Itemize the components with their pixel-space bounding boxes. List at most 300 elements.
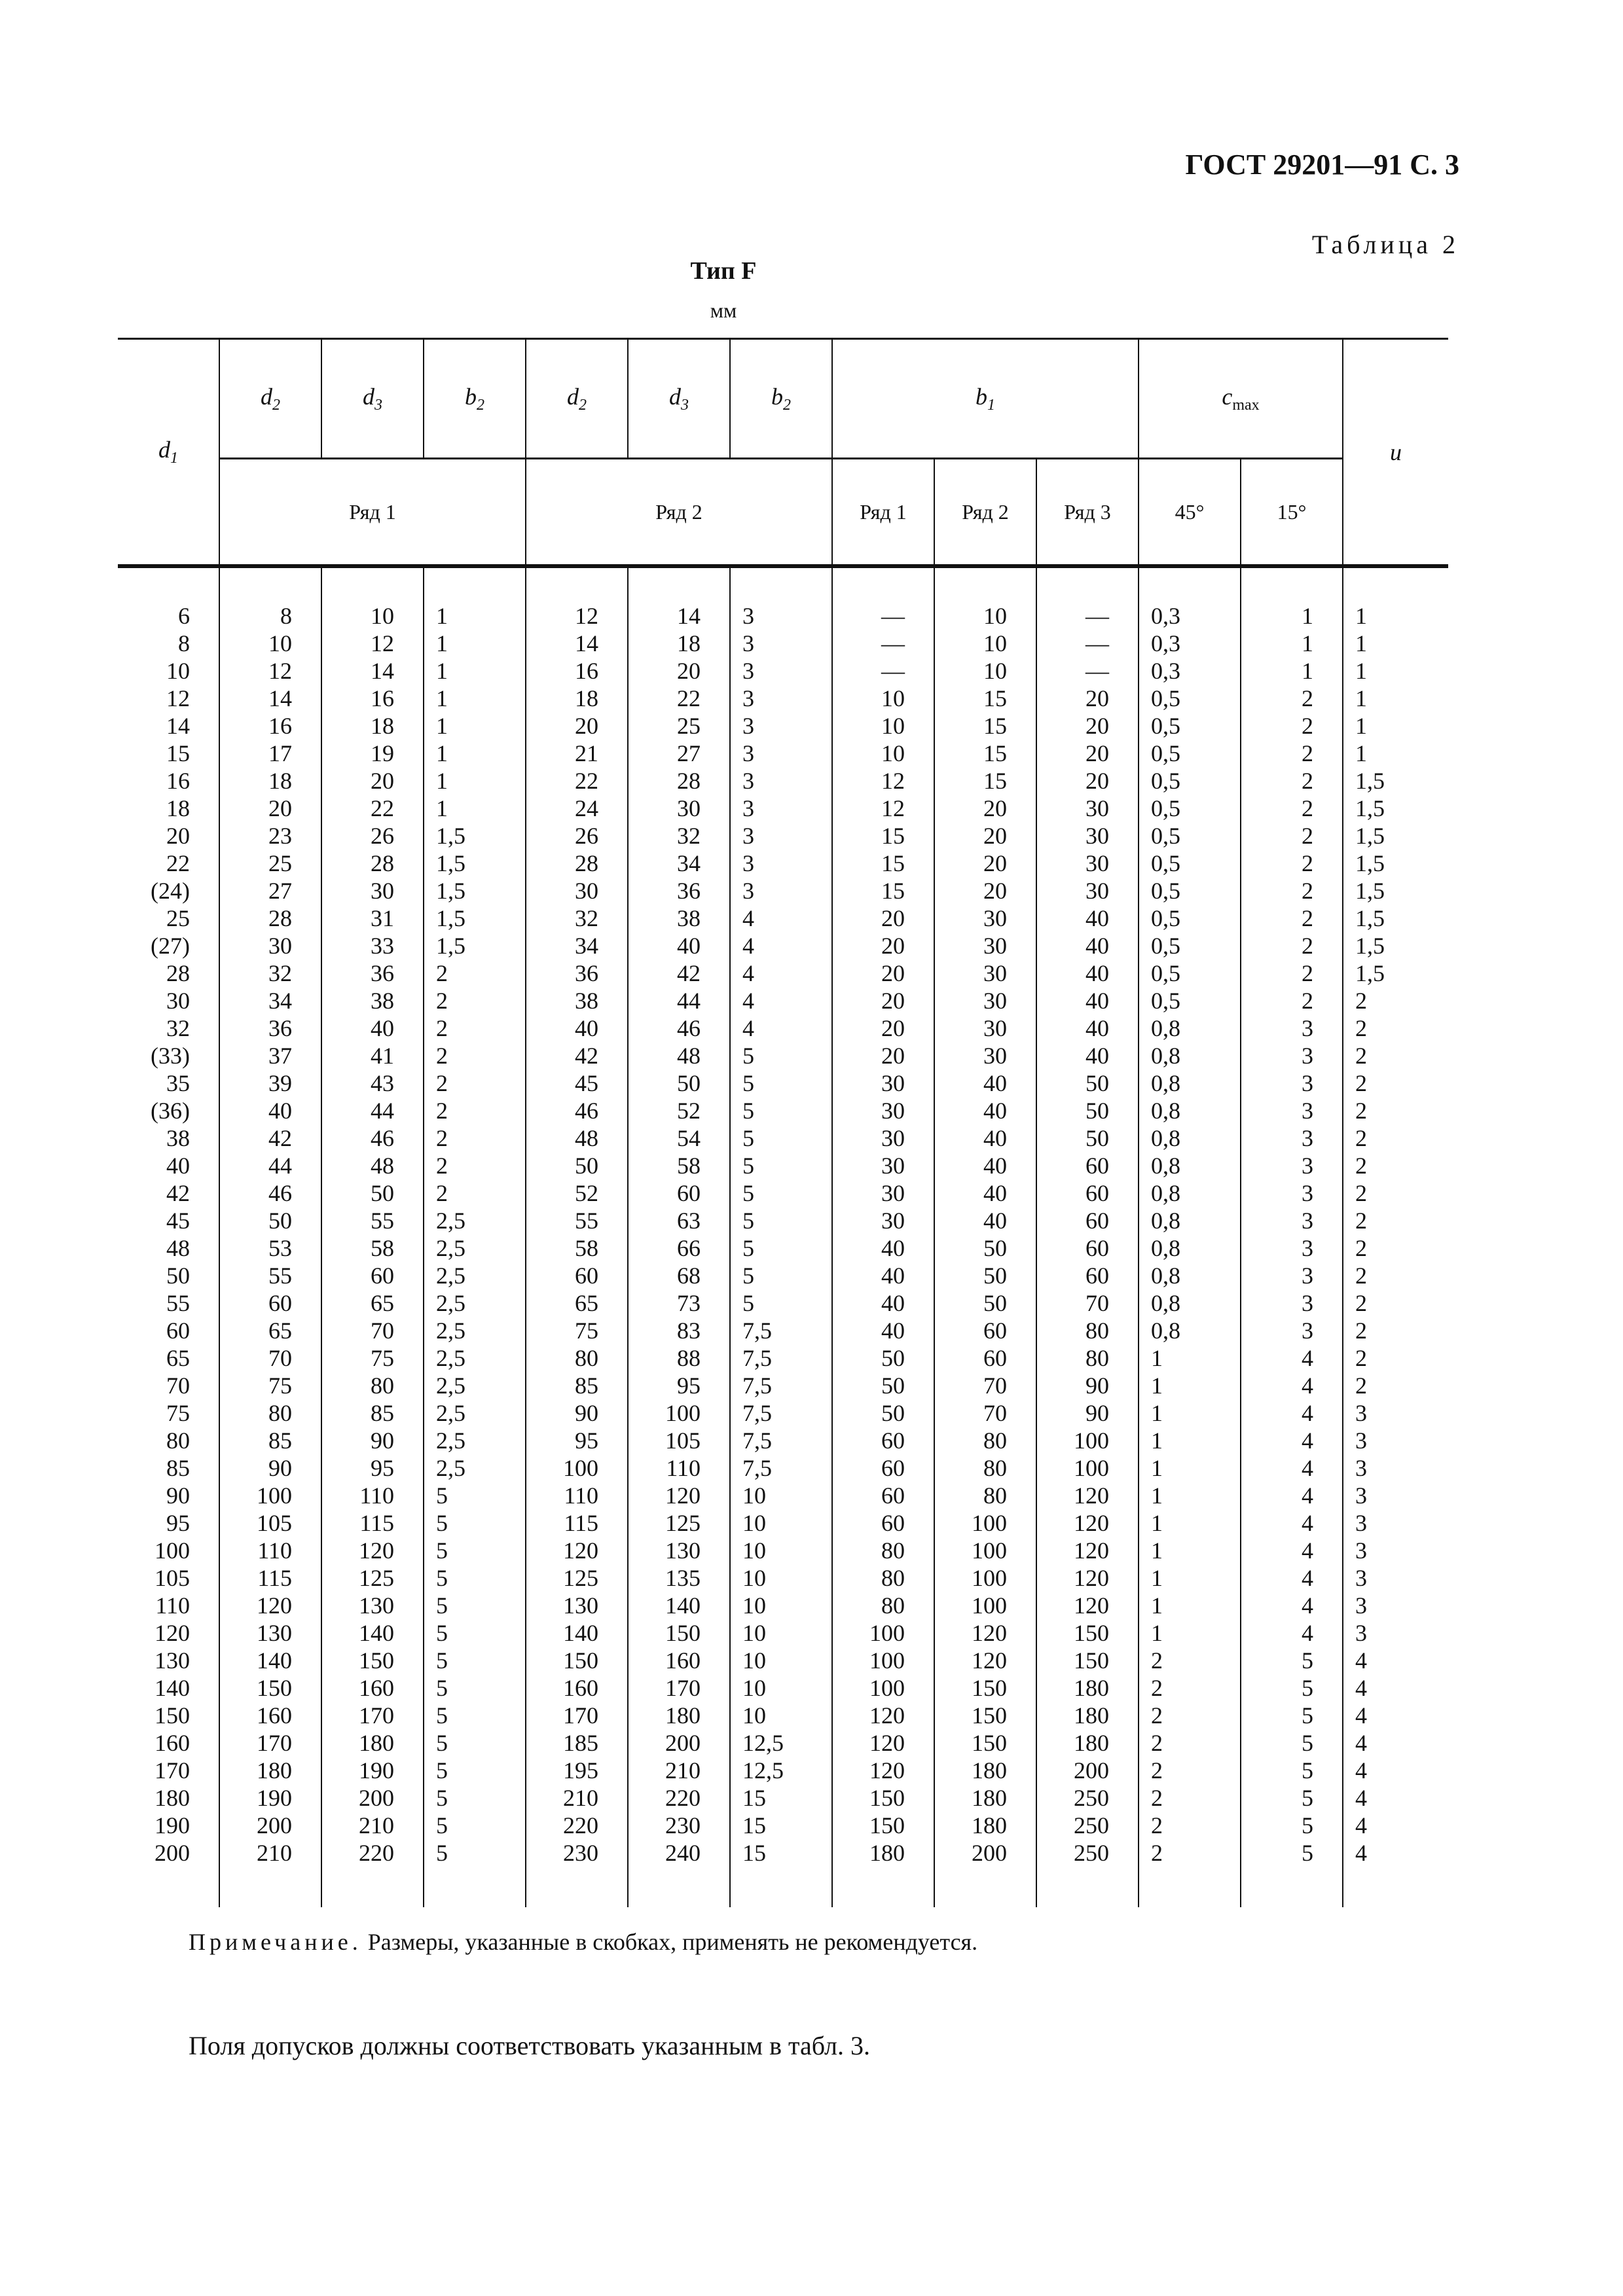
table-cell: 4 [1241,1344,1343,1372]
table-cell: 190 [321,1757,424,1784]
table-cell: 0,8 [1139,1097,1241,1124]
table-cell: 1,5 [424,822,526,850]
table-cell: 150 [934,1729,1036,1757]
table-cell: 1 [424,630,526,657]
table-cell: 4 [730,987,832,1014]
table-cell: 15 [832,877,934,905]
table-cell: 30 [1036,850,1139,877]
table-cell: 180 [934,1757,1036,1784]
spacer-cell [628,566,730,602]
table-cell: 31 [321,905,424,932]
table-cell: 140 [155,1675,190,1701]
table-cell: 210 [526,1784,628,1812]
table-cell: 200 [1036,1757,1139,1784]
standard-header: ГОСТ 29201—91 С. 3 [1185,149,1459,181]
table-cell: 100 [832,1674,934,1702]
spacer-cell [730,1867,832,1907]
table-cell: 150 [1036,1647,1139,1674]
table-cell: 16 [166,768,190,794]
table-cell: — [1036,602,1139,630]
table-cell: — [1036,657,1139,685]
spacer-cell [628,1867,730,1907]
col-cmax-header [1139,339,1343,459]
table-cell: 5 [424,1757,526,1784]
table-cell: 95 [166,1510,190,1536]
table-row [118,1069,1448,1097]
table-cell: 3 [1343,1399,1448,1427]
table-cell: 2 [1139,1812,1241,1839]
table-cell: 190 [219,1784,321,1812]
table-cell: 14 [321,657,424,685]
table-cell: 0,5 [1139,987,1241,1014]
table-cell: 60 [526,1262,628,1289]
spacer-cell [934,1867,1036,1907]
spacer-cell [424,1867,526,1907]
table-cell: 12 [526,602,628,630]
table-cell: 50 [1036,1069,1139,1097]
table-cell: 2 [1139,1674,1241,1702]
table-cell: 3 [730,740,832,767]
table-cell: 4 [1241,1427,1343,1454]
table-cell: 105 [219,1509,321,1537]
table-body [118,566,1448,1907]
table-cell: 50 [832,1344,934,1372]
table-cell: 100 [832,1647,934,1674]
table-cell: 120 [1036,1564,1139,1592]
table-cell: 3 [730,630,832,657]
table-cell: 10 [832,685,934,712]
table-cell: 8 [219,602,321,630]
b1-subscript: 1 [987,397,996,414]
table-cell: 20 [832,1014,934,1042]
table-cell: 32 [166,1015,190,1041]
table-cell: 5 [730,1097,832,1124]
table-cell: 7,5 [730,1317,832,1344]
spacer-cell [1343,566,1448,602]
table-cell: 2,5 [424,1454,526,1482]
table-cell: 30 [934,905,1036,932]
table-cell: 20 [934,877,1036,905]
table-cell: 1 [424,712,526,740]
table-cell: 1 [1139,1537,1241,1564]
table-cell: 95 [526,1427,628,1454]
table-cell: 1,5 [1343,850,1448,877]
table-cell: 5 [424,1509,526,1537]
table-cell: 220 [321,1839,424,1867]
table-cell: 2 [1241,767,1343,795]
table-cell: 110 [526,1482,628,1509]
table-cell: 1 [1343,630,1448,657]
table-cell: 4 [1241,1537,1343,1564]
table-cell: 50 [526,1152,628,1179]
table-cell: 110 [628,1454,730,1482]
table-cell: 200 [628,1729,730,1757]
table-cell: 1 [1139,1564,1241,1592]
table-cell: 2 [424,987,526,1014]
table-cell: 1 [1343,602,1448,630]
table-cell: 100 [934,1537,1036,1564]
table-cell: 20 [934,795,1036,822]
spacer-row [118,1867,1448,1907]
table-cell: 2 [424,1152,526,1179]
table-cell: 2 [1241,822,1343,850]
table-cell: 120 [628,1482,730,1509]
table-cell: 18 [526,685,628,712]
table-cell: 130 [321,1592,424,1619]
table-cell: 120 [219,1592,321,1619]
note-label: Примечание. [189,1929,362,1955]
table-cell: 3 [1343,1619,1448,1647]
table-cell: 125 [526,1564,628,1592]
table-cell: 135 [628,1564,730,1592]
table-cell: 4 [1241,1564,1343,1592]
table-cell: 2 [424,1179,526,1207]
table-cell: 2 [1343,1014,1448,1042]
table-row [118,960,1448,987]
spacer-cell [1139,1867,1241,1907]
table-cell: 3 [1241,1042,1343,1069]
table-cell: 43 [321,1069,424,1097]
table-cell: 80 [166,1427,190,1454]
table-cell: 0,5 [1139,905,1241,932]
table-cell: 2 [1343,1317,1448,1344]
spacer-cell [1241,1867,1343,1907]
table-cell: 30 [526,877,628,905]
table-cell: 170 [526,1702,628,1729]
table-cell: 10 [934,657,1036,685]
table-cell: 1 [424,657,526,685]
table-cell: 220 [526,1812,628,1839]
table-cell: 20 [1036,740,1139,767]
table-row [118,1454,1448,1482]
table-cell: 32 [526,905,628,932]
table-label: Таблица 2 [1311,230,1459,259]
table-cell: 1,5 [1343,795,1448,822]
table-row [118,1757,1448,1784]
table-cell: 0,8 [1139,1179,1241,1207]
table-cell: 20 [832,987,934,1014]
table-cell: 170 [628,1674,730,1702]
table-cell: 10 [730,1537,832,1564]
table-cell: 44 [321,1097,424,1124]
table-cell: — [1036,630,1139,657]
table-cell: 170 [155,1757,190,1784]
table-cell: 230 [526,1839,628,1867]
table-cell: 26 [321,822,424,850]
table-cell: 18 [219,767,321,795]
table-cell: 90 [219,1454,321,1482]
table-cell: — [832,630,934,657]
table-cell: 4 [1343,1647,1448,1674]
table-cell: 180 [832,1839,934,1867]
table-cell: 5 [730,1207,832,1234]
table-cell: (36) [151,1098,190,1124]
table-cell: 95 [321,1454,424,1482]
table-cell: 1,5 [424,932,526,960]
table-cell: 230 [628,1812,730,1839]
table-cell: 1,5 [1343,905,1448,932]
table-cell: 42 [219,1124,321,1152]
table-cell: 58 [321,1234,424,1262]
spacer-cell [1241,566,1343,602]
d2-symbol: d [567,383,579,410]
table-cell: 36 [526,960,628,987]
table-cell: 2 [1241,960,1343,987]
table-cell: 1,5 [1343,822,1448,850]
table-cell: 3 [730,877,832,905]
table-cell: 5 [424,1647,526,1674]
table-cell: 4 [1343,1757,1448,1784]
table-cell: 1 [1139,1372,1241,1399]
table-cell: 120 [1036,1537,1139,1564]
table-cell: 10 [730,1509,832,1537]
spacer-cell [730,566,832,602]
table-row [118,1729,1448,1757]
spacer-cell [219,1867,321,1907]
table-cell: 20 [934,822,1036,850]
table-cell: 115 [526,1509,628,1537]
table-cell: 32 [219,960,321,987]
table-cell: 5 [424,1812,526,1839]
row2-group-header: Ряд 2 [526,459,832,567]
table-cell: 30 [321,877,424,905]
table-cell: 70 [934,1399,1036,1427]
table-cell: 30 [934,987,1036,1014]
table-cell: 0,3 [1139,630,1241,657]
table-cell: 4 [1241,1592,1343,1619]
table-cell: 0,8 [1139,1069,1241,1097]
table-cell: 37 [219,1042,321,1069]
table-cell: 22 [526,767,628,795]
table-cell: 25 [628,712,730,740]
table-cell: 0,8 [1139,1289,1241,1317]
table-cell: 80 [832,1592,934,1619]
table-cell: 1,5 [1343,960,1448,987]
table-cell: 1 [1139,1592,1241,1619]
table-cell: 26 [526,822,628,850]
table-cell: 5 [730,1042,832,1069]
table-cell: 3 [730,602,832,630]
d3-subscript: 3 [374,397,382,414]
table-cell: 5 [1241,1839,1343,1867]
table-cell: 4 [730,905,832,932]
table-cell: 130 [219,1619,321,1647]
table-cell: 120 [934,1647,1036,1674]
table-cell: 1,5 [1343,877,1448,905]
table-cell: 160 [628,1647,730,1674]
table-row [118,987,1448,1014]
table-cell: 2,5 [424,1427,526,1454]
spacer-cell [832,1867,934,1907]
table-cell: 75 [166,1400,190,1426]
table-cell: 4 [1241,1619,1343,1647]
table-cell: 80 [1036,1344,1139,1372]
table-cell: 10 [219,630,321,657]
table-cell: 2,5 [424,1207,526,1234]
table-cell: 20 [526,712,628,740]
table-cell: 36 [219,1014,321,1042]
table-cell: 21 [526,740,628,767]
table-cell: 10 [934,602,1036,630]
table-cell: 50 [1036,1124,1139,1152]
table-cell: 40 [832,1317,934,1344]
table-cell: 40 [1036,1014,1139,1042]
table-cell: 105 [155,1565,190,1591]
table-cell: 160 [219,1702,321,1729]
table-cell: 2 [424,960,526,987]
table-cell: 50 [321,1179,424,1207]
table-cell: 2 [1343,1207,1448,1234]
table-cell: 2 [1241,850,1343,877]
table-cell: 24 [526,795,628,822]
table-cell: 1 [1343,740,1448,767]
table-cell: 180 [1036,1729,1139,1757]
table-cell: 30 [166,988,190,1014]
table-note [189,1928,977,1956]
footer-paragraph: Поля допусков должны соответствовать указанным в табл. 3. [189,2031,871,2060]
table-cell: 0,8 [1139,1207,1241,1234]
table-cell: 0,8 [1139,1124,1241,1152]
table-cell: 1 [1343,657,1448,685]
table-cell: 4 [1241,1509,1343,1537]
table-cell: 27 [628,740,730,767]
table-unit: мм [710,298,737,322]
table-row [118,1262,1448,1289]
table-cell: 1 [424,767,526,795]
table-cell: 18 [321,712,424,740]
table-cell: 3 [1343,1454,1448,1482]
table-cell: 80 [321,1372,424,1399]
table-cell: 52 [526,1179,628,1207]
col-d3-row1-header [321,339,424,459]
table-cell: 38 [166,1125,190,1151]
table-cell: 60 [1036,1179,1139,1207]
table-cell: 2 [1343,1124,1448,1152]
table-cell: 3 [1241,1124,1343,1152]
table-cell: 20 [1036,767,1139,795]
table-cell: 30 [832,1097,934,1124]
table-cell: 5 [424,1619,526,1647]
table-cell: 60 [1036,1262,1139,1289]
table-cell: 40 [934,1097,1036,1124]
table-cell: 40 [934,1207,1036,1234]
table-cell: 120 [832,1729,934,1757]
table-cell: 40 [832,1289,934,1317]
table-cell: 12 [219,657,321,685]
table-row [118,657,1448,685]
table-cell: 60 [1036,1207,1139,1234]
table-cell: 15 [934,712,1036,740]
spacer-cell [1139,566,1241,602]
table-cell: 8 [178,630,190,656]
table-cell: 28 [321,850,424,877]
table-cell: 10 [832,740,934,767]
table-cell: 3 [730,767,832,795]
table-cell: 15 [730,1784,832,1812]
spacer-cell [832,566,934,602]
table-cell: 16 [219,712,321,740]
table-cell: 42 [166,1180,190,1206]
table-cell: 5 [730,1179,832,1207]
table-row [118,1784,1448,1812]
col-b1-header [832,339,1139,459]
table-cell: 150 [526,1647,628,1674]
table-cell: 90 [321,1427,424,1454]
table-cell: 20 [321,767,424,795]
table-cell: 60 [832,1454,934,1482]
table-cell: 1 [1241,630,1343,657]
table-cell: 14 [628,602,730,630]
u-symbol: u [1390,439,1402,465]
table-cell: 80 [934,1482,1036,1509]
table-cell: 125 [321,1564,424,1592]
table-cell: 28 [526,850,628,877]
table-cell: 22 [166,850,190,876]
table-cell: 40 [832,1262,934,1289]
table-cell: 58 [526,1234,628,1262]
table-cell: 120 [1036,1509,1139,1537]
table-cell: 100 [832,1619,934,1647]
table-row [118,1179,1448,1207]
table-cell: 2 [1241,795,1343,822]
table-cell: 50 [934,1289,1036,1317]
table-cell: 3 [1241,1317,1343,1344]
table-cell: 130 [628,1537,730,1564]
table-row [118,905,1448,932]
table-cell: 63 [628,1207,730,1234]
table-cell: 110 [219,1537,321,1564]
spacer-cell [424,566,526,602]
spacer-cell [526,1867,628,1907]
table-cell: 1 [424,740,526,767]
table-cell: 2 [1139,1757,1241,1784]
table-cell: 150 [934,1702,1036,1729]
table-cell: 40 [628,932,730,960]
table-cell: 48 [321,1152,424,1179]
table-cell: 28 [219,905,321,932]
table-cell: 0,5 [1139,932,1241,960]
table-cell: 4 [1343,1812,1448,1839]
table-row [118,1317,1448,1344]
table-cell: 30 [934,960,1036,987]
table-cell: 2 [424,1069,526,1097]
spacer-cell [118,566,219,602]
table-cell: 50 [219,1207,321,1234]
col-d1-header [118,339,219,567]
table-cell: 50 [934,1234,1036,1262]
table-cell: 15 [832,822,934,850]
table-cell: 3 [730,822,832,850]
cmax-45-header: 45° [1139,459,1241,567]
table-cell: 34 [526,932,628,960]
table-cell: 12 [832,795,934,822]
table-row [118,1537,1448,1564]
table-cell: 80 [219,1399,321,1427]
table-cell: 30 [1036,822,1139,850]
table-cell: 55 [166,1290,190,1316]
spacer-cell [1036,1867,1139,1907]
table-cell: 55 [321,1207,424,1234]
table-cell: 20 [219,795,321,822]
table-cell: 1 [1343,712,1448,740]
table-cell: 18 [628,630,730,657]
table-cell: 120 [526,1537,628,1564]
table-cell: 16 [526,657,628,685]
table-cell: 2 [1343,1289,1448,1317]
table-cell: 110 [155,1592,190,1619]
table-cell: 28 [628,767,730,795]
table-cell: 75 [219,1372,321,1399]
